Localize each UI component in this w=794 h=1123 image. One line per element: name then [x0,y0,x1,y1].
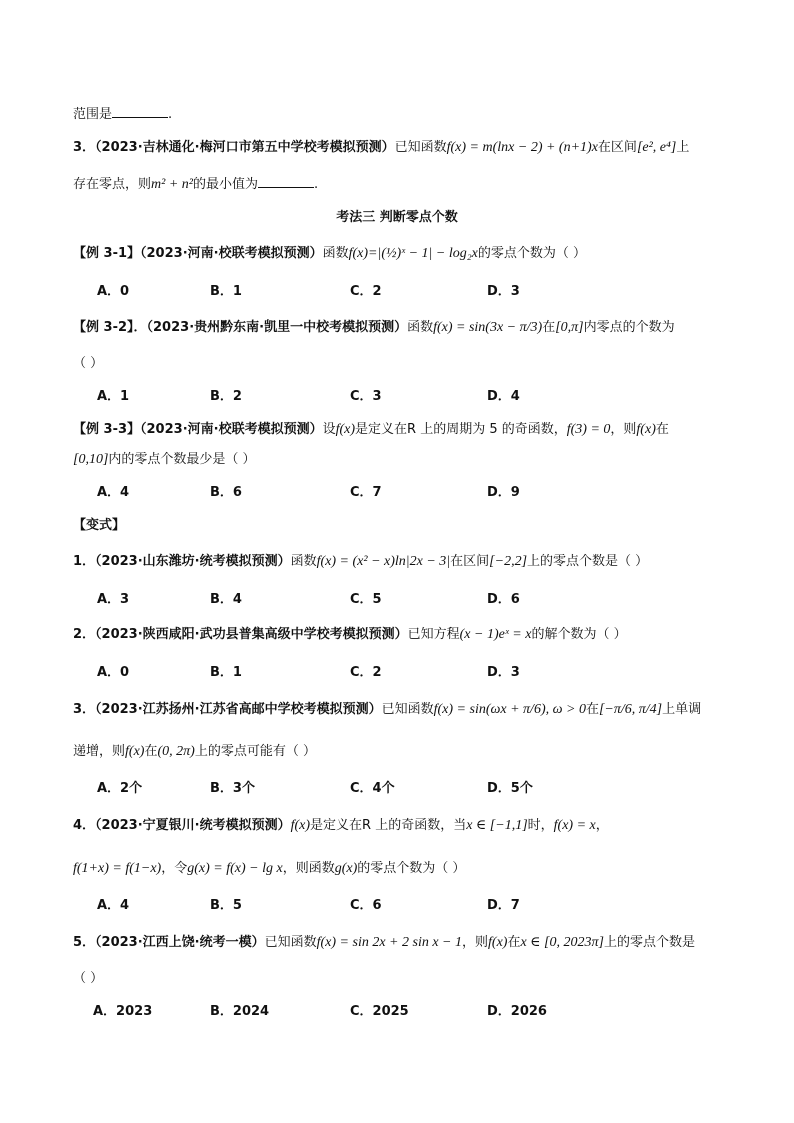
question-source: （2023·吉林通化·梅河口市第五中学校考模拟预测） [95,140,395,155]
text: ，则 [462,935,489,950]
answer-blank [112,104,168,118]
formula: f(x) = m(lnx − 2) + (n+1)x [446,140,598,155]
text-range: 范围是 [73,107,113,122]
example-3-2-line1 [73,318,675,338]
text: 内零点的个数为 [583,320,675,335]
text: ， [595,818,609,833]
text: 递增，则 [73,744,126,759]
option-d[interactable]: D．9 [487,485,520,500]
option-d[interactable]: D．2026 [487,1004,547,1019]
text: 已知函数 [394,140,447,155]
formula: f(x) [125,744,145,759]
text: 在区间 [450,554,490,569]
formula: (x − 1)eˣ = x [459,627,532,642]
question-source: （2023·山东潍坊·统考模拟预测） [95,554,291,569]
text: 设 [322,422,336,437]
option-b[interactable]: B．6 [210,485,242,500]
text: 已知函数 [381,702,434,717]
answer-blank [258,174,314,188]
option-b[interactable]: B．2024 [210,1004,270,1019]
formula-interval: [0,π] [555,320,584,335]
option-a[interactable]: A．3 [97,592,130,607]
question-source: （2023·陕西咸阳·武功县普集高级中学校考模拟预测） [95,627,408,642]
question-number: 5． [73,935,96,950]
variant-2 [73,625,627,645]
formula: f(x) = sin(ωx + π/6), ω > 0 [433,702,586,717]
text-line-range [73,104,172,125]
option-d[interactable]: D．6 [487,592,520,607]
text: 在 [144,744,158,759]
text: 的解个数为（ ） [531,627,627,642]
text: 上单调 [662,702,702,717]
text: 时， [527,818,554,833]
option-d[interactable]: D．3 [487,665,520,680]
option-c[interactable]: C．2 [350,284,382,299]
example-3-1 [73,244,586,264]
question-source: （2023·河南·校联考模拟预测） [140,422,323,437]
formula: g(x) [334,861,358,876]
formula: f(3) = 0 [566,422,611,437]
question-number: 4． [73,818,96,833]
formula: g(x) = f(x) − lg x [187,861,283,876]
option-c[interactable]: C．3 [350,389,382,404]
variant-1 [73,552,648,572]
text: 上的零点个数是 [603,935,695,950]
example-label: 【例 3-1】 [73,246,141,261]
example-label: 【例 3-3】 [73,422,141,437]
text: 是定义在R 上的奇函数，当 [310,818,467,833]
text: 函数 [322,246,349,261]
formula: f(x) = x [553,818,596,833]
text: ，令 [161,861,188,876]
option-d[interactable]: D．3 [487,284,520,299]
formula: f(x) = sin(3x − π/3) [433,320,543,335]
option-a[interactable]: A．4 [97,898,130,913]
question-source: （2023·河南·校联考模拟预测） [140,246,323,261]
text-period: . [313,177,319,192]
option-a[interactable]: A．0 [97,284,130,299]
formula-interval: [0,10] [73,452,109,467]
text: 的零点个数为（ ） [477,246,586,261]
text-period: . [168,107,173,122]
text: 已知方程 [407,627,460,642]
text: 上的零点个数是（ ） [527,554,649,569]
text: 已知函数 [264,935,317,950]
variant-3-line1 [73,700,701,720]
example-3-3-line1 [73,420,669,440]
text: 是定义在R 上的周期为 5 的奇函数， [355,422,567,437]
text: 的最小值为 [192,177,258,192]
text: 上 [676,140,690,155]
text: 在 [542,320,556,335]
formula: f(1+x) = f(1−x) [73,861,162,876]
question-3-line1 [73,138,689,158]
option-c[interactable]: C．4个 [350,781,395,796]
question-source: （2023·江苏扬州·江苏省高邮中学校考模拟预测） [95,702,382,717]
option-c[interactable]: C．6 [350,898,382,913]
option-a[interactable]: A．4 [97,485,130,500]
option-b[interactable]: B．5 [210,898,242,913]
text: ，则函数 [282,861,335,876]
option-c[interactable]: C．5 [350,592,382,607]
option-d[interactable]: D．5个 [487,781,533,796]
formula-interval: x ∈ [0, 2023π] [520,935,604,950]
variant-5-line2: （ ） [73,971,104,986]
variant-label: 【变式】 [73,518,126,533]
question-source: （2023·宁夏银川·统考模拟预测） [95,818,291,833]
question-3-line2 [73,174,318,195]
formula-interval: [−2,2] [489,554,528,569]
question-source: （2023·江西上饶·统考一模） [95,935,265,950]
formula: f(x) [488,935,508,950]
question-number: 2． [73,627,96,642]
option-b[interactable]: B．4 [210,592,242,607]
question-number: 1． [73,554,96,569]
question-number: 3． [73,140,96,155]
option-d[interactable]: D．4 [487,389,520,404]
option-c[interactable]: C．2 [350,665,382,680]
section-title: 考法三 判断零点个数 [336,210,458,225]
formula: f(x)=|(½)ˣ − 1| − log₂x [348,246,478,261]
variant-4-line1 [73,816,609,836]
variant-3-line2 [73,742,316,762]
text: ，则 [610,422,637,437]
option-a[interactable]: A．1 [97,389,130,404]
question-number: 3． [73,702,96,717]
question-source: ．（2023·贵州黔东南·凯里一中校考模拟预测） [133,320,408,335]
text: 在 [655,422,669,437]
text: 上的零点可能有（ ） [194,744,316,759]
option-b[interactable]: B．3个 [210,781,255,796]
option-a[interactable]: A．2023 [93,1004,153,1019]
formula: x ∈ [−1,1] [466,818,528,833]
option-a[interactable]: A．0 [97,665,130,680]
option-d[interactable]: D．7 [487,898,520,913]
option-a[interactable]: A．2个 [97,781,143,796]
variant-4-line2 [73,859,465,879]
option-b[interactable]: B．1 [210,665,242,680]
option-c[interactable]: C．7 [350,485,382,500]
option-b[interactable]: B．1 [210,284,242,299]
text: 在区间 [597,140,637,155]
option-c[interactable]: C．2025 [350,1004,409,1019]
example-3-3-line2 [73,450,256,470]
example-label: 【例 3-2】 [73,320,134,335]
formula: f(x) [290,818,311,833]
example-3-2-line2: （ ） [73,356,104,371]
text: 的零点个数为（ ） [357,861,466,876]
option-b[interactable]: B．2 [210,389,242,404]
text: 内的零点个数最少是（ ） [108,452,256,467]
formula: f(x) [636,422,656,437]
formula: m² + n² [151,177,193,192]
text: 在 [507,935,521,950]
formula-interval: [−π/6, π/4] [598,702,663,717]
text: 在 [585,702,599,717]
text: 存在零点，则 [73,177,152,192]
formula-interval: [e², e⁴] [636,140,677,155]
formula: f(x) = sin 2x + 2 sin x − 1 [316,935,462,950]
formula: f(x) [335,422,356,437]
formula-interval: (0, 2π) [157,744,195,759]
variant-5-line1 [73,933,695,953]
text: 函数 [407,320,434,335]
formula: f(x) = (x² − x)ln|2x − 3| [316,554,451,569]
text: 函数 [290,554,317,569]
